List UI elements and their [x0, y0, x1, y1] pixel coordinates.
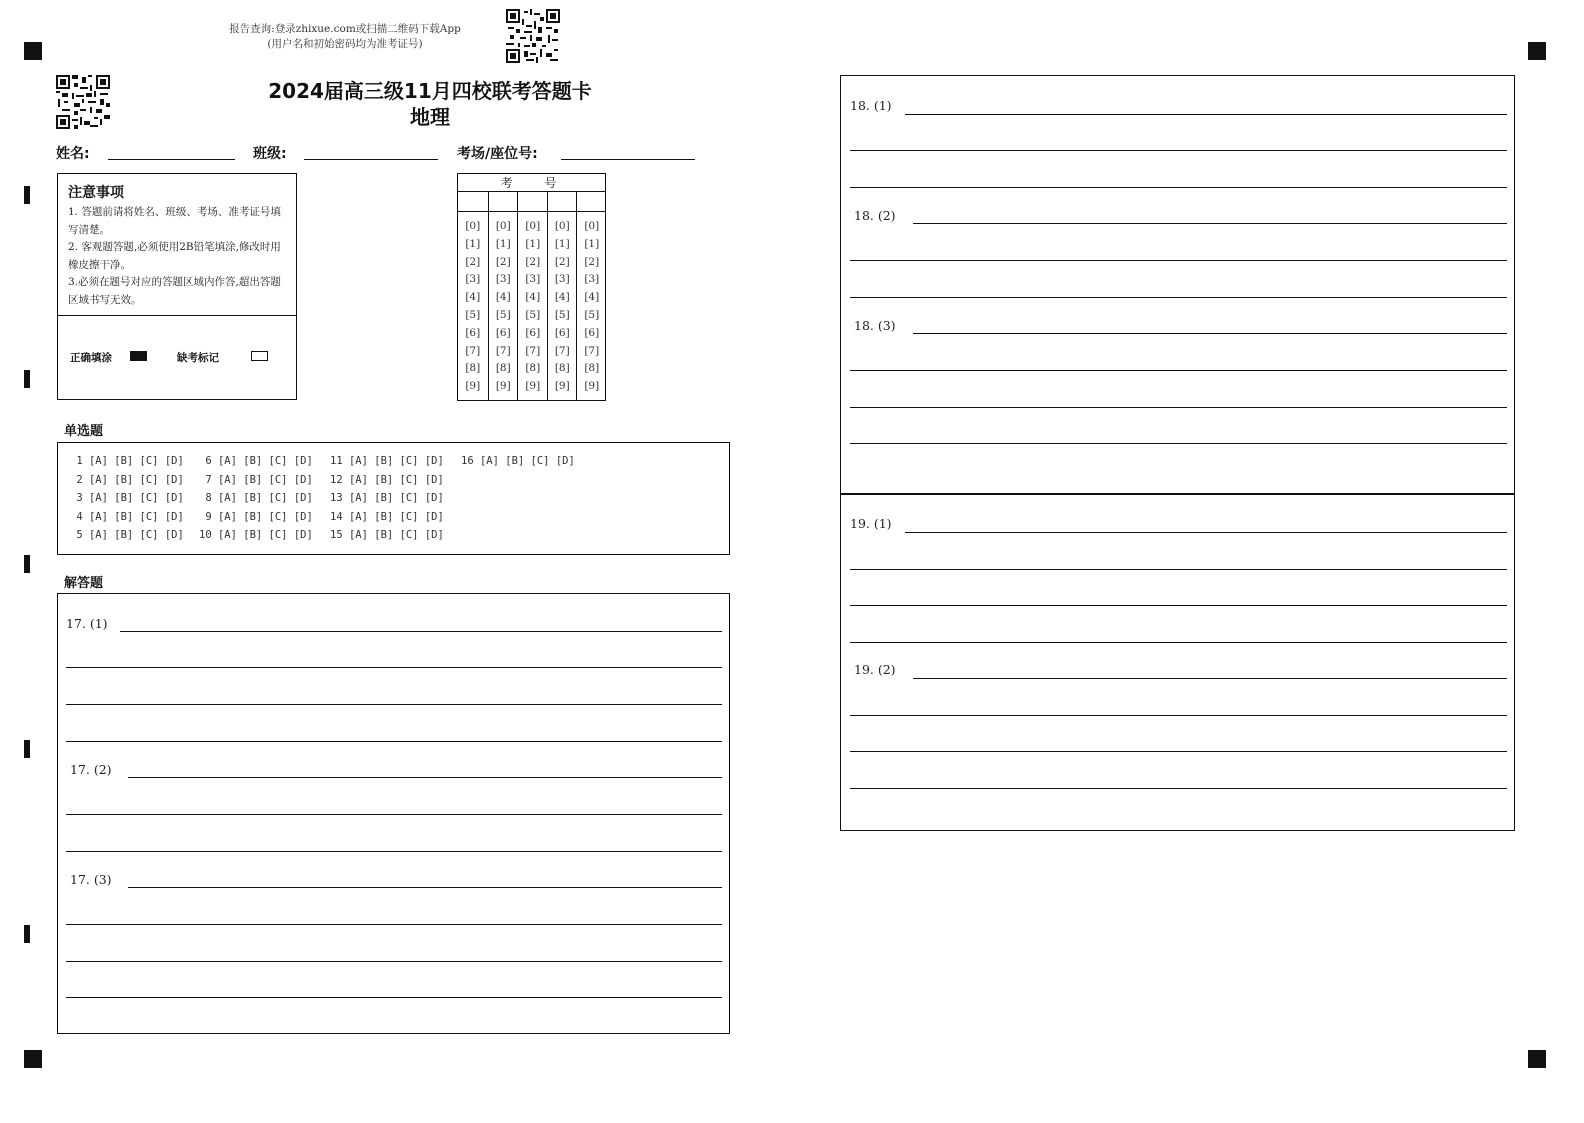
choice-question-5[interactable]: 5 [A] [B] [C] [D]: [70, 529, 184, 541]
notice-item: 2. 客观题答题,必须使用2B铅笔填涂,修改时用橡皮擦干净。: [68, 241, 281, 271]
exam-number-column: [547, 192, 578, 400]
exam-number-bubble[interactable]: [4]: [465, 291, 481, 304]
choice-question-9[interactable]: 9 [A] [B] [C] [D]: [199, 510, 313, 523]
choice-question-3[interactable]: 3 [A] [B] [C] [D]: [70, 492, 184, 504]
exam-number-bubble[interactable]: [0]: [525, 220, 541, 232]
registration-mark: [24, 1050, 42, 1068]
answer-line[interactable]: [66, 851, 722, 852]
exam-number-bubble[interactable]: [6]: [465, 326, 481, 339]
choice-question-16[interactable]: 16 [A] [B] [C] [D]: [461, 455, 575, 467]
exam-number-bubble[interactable]: [5]: [554, 309, 570, 321]
answer-line[interactable]: [850, 260, 1507, 261]
question-18-1-label: 18. (1): [850, 98, 892, 113]
choice-question-12[interactable]: 12 [A] [B] [C] [D]: [330, 473, 444, 486]
notice-item: 3.必须在题号对应的答题区域内作答,超出答题区域书写无效。: [68, 276, 281, 306]
room-seat-label: 考场/座位号:: [457, 146, 538, 162]
name-field[interactable]: [108, 159, 235, 160]
exam-number-bubble[interactable]: [8]: [584, 362, 600, 375]
choice-question-4[interactable]: 4 [A] [B] [C] [D]: [70, 510, 184, 523]
exam-number-bubble[interactable]: [7]: [525, 344, 541, 357]
exam-number-bubble[interactable]: [9]: [465, 380, 481, 393]
answer-line[interactable]: [850, 187, 1507, 188]
answer-line[interactable]: [128, 887, 722, 888]
timing-mark: [24, 925, 30, 943]
answer-line[interactable]: [913, 678, 1507, 679]
choice-question-11[interactable]: 11 [A] [B] [C] [D]: [330, 455, 444, 467]
exam-number-bubble[interactable]: [6]: [554, 326, 570, 339]
question-19-2-label: 19. (2): [854, 662, 896, 677]
question-17-1-label: 17. (1): [66, 616, 108, 631]
notice-item: 1. 答题前请将姓名、班级、考场、准考证号填写清楚。: [68, 206, 281, 236]
answer-line[interactable]: [66, 924, 722, 925]
exam-number-column: [488, 192, 519, 400]
exam-number-column: [576, 192, 607, 400]
notice-box: [57, 173, 297, 400]
exam-number-bubble[interactable]: [3]: [525, 273, 541, 286]
exam-number-bubble[interactable]: [2]: [495, 255, 511, 268]
timing-mark: [24, 740, 30, 758]
exam-number-bubble[interactable]: [1]: [554, 237, 570, 250]
class-label: 班级:: [253, 146, 287, 162]
exam-number-bubble[interactable]: [4]: [554, 291, 570, 304]
exam-number-bubble[interactable]: [1]: [584, 237, 600, 250]
answer-line[interactable]: [850, 150, 1507, 151]
exam-number-bubble[interactable]: [5]: [525, 309, 541, 321]
answer-box-17: [57, 593, 730, 1034]
answer-line[interactable]: [850, 297, 1507, 298]
subject-title: 地理: [410, 105, 450, 129]
question-18-3-label: 18. (3): [854, 318, 896, 333]
choice-question-15[interactable]: 15 [A] [B] [C] [D]: [330, 529, 444, 541]
exam-number-bubble[interactable]: [3]: [495, 273, 511, 286]
exam-number-bubble[interactable]: [6]: [495, 326, 511, 339]
exam-number-bubble[interactable]: [4]: [525, 291, 541, 304]
exam-number-bubble[interactable]: [9]: [554, 380, 570, 393]
question-17-3-label: 17. (3): [70, 872, 112, 887]
choice-question-2[interactable]: 2 [A] [B] [C] [D]: [70, 473, 184, 486]
question-17-2-label: 17. (2): [70, 762, 112, 777]
exam-number-bubble[interactable]: [0]: [465, 220, 481, 232]
class-field[interactable]: [304, 159, 438, 160]
exam-number-bubble[interactable]: [1]: [465, 237, 481, 250]
exam-number-bubble[interactable]: [5]: [584, 309, 600, 321]
name-label: 姓名:: [56, 146, 90, 162]
answer-line[interactable]: [850, 605, 1507, 606]
registration-mark: [24, 42, 42, 60]
absent-mark-checkbox[interactable]: [251, 351, 268, 361]
answer-box-19: [840, 493, 1515, 831]
question-19-1-label: 19. (1): [850, 516, 892, 531]
exam-number-bubble[interactable]: [7]: [554, 344, 570, 357]
exam-number-bubble[interactable]: [2]: [584, 255, 600, 268]
exam-number-bubble[interactable]: [2]: [465, 255, 481, 268]
answer-line[interactable]: [850, 715, 1507, 716]
answer-line[interactable]: [913, 333, 1507, 334]
exam-title: 2024届高三级11月四校联考答题卡: [268, 79, 592, 103]
report-query-line2: (用户名和初始密码均为准考证号): [267, 38, 423, 50]
report-query-note: [220, 22, 470, 52]
answers-label: 解答题: [64, 576, 104, 591]
exam-number-column: [458, 192, 488, 400]
exam-number-bubble[interactable]: [8]: [465, 362, 481, 375]
choice-question-13[interactable]: 13 [A] [B] [C] [D]: [330, 492, 444, 504]
correct-fill-label: 正确填涂: [70, 352, 112, 364]
answer-line[interactable]: [66, 741, 722, 742]
answer-line[interactable]: [120, 631, 722, 632]
exam-number-grid: [457, 173, 606, 401]
answer-line[interactable]: [850, 642, 1507, 643]
choice-question-1[interactable]: 1 [A] [B] [C] [D]: [70, 455, 184, 467]
exam-number-bubble[interactable]: [7]: [495, 344, 511, 357]
timing-mark: [24, 186, 30, 204]
timing-mark: [24, 555, 30, 573]
answer-line[interactable]: [905, 114, 1507, 115]
exam-number-bubble[interactable]: [8]: [525, 362, 541, 375]
exam-number-bubble[interactable]: [4]: [584, 291, 600, 304]
answer-line[interactable]: [850, 443, 1507, 444]
timing-mark: [24, 370, 30, 388]
answer-line[interactable]: [850, 788, 1507, 789]
exam-number-bubble[interactable]: [0]: [495, 220, 511, 232]
answer-line[interactable]: [66, 814, 722, 815]
exam-number-bubble[interactable]: [6]: [584, 326, 600, 339]
student-qr-code: [56, 75, 110, 129]
exam-number-column: [517, 192, 548, 400]
question-18-2-label: 18. (2): [854, 208, 896, 223]
exam-number-bubble[interactable]: [7]: [465, 344, 481, 357]
registration-mark: [1528, 1050, 1546, 1068]
exam-number-bubble[interactable]: [1]: [525, 237, 541, 250]
room-seat-field[interactable]: [561, 159, 695, 160]
answer-line[interactable]: [850, 751, 1507, 752]
choice-question-6[interactable]: 6 [A] [B] [C] [D]: [199, 455, 313, 467]
answer-line[interactable]: [66, 997, 722, 998]
exam-number-bubble[interactable]: [3]: [584, 273, 600, 286]
answer-line[interactable]: [66, 961, 722, 962]
notice-heading: 注意事项: [68, 185, 124, 201]
exam-number-bubble[interactable]: [0]: [584, 220, 600, 232]
correct-fill-sample: [130, 351, 147, 361]
answer-line[interactable]: [66, 667, 722, 668]
download-qr-code[interactable]: [506, 9, 560, 63]
notice-divider: [58, 315, 296, 316]
exam-number-bubble[interactable]: [1]: [495, 237, 511, 250]
choice-question-10[interactable]: 10 [A] [B] [C] [D]: [199, 529, 313, 541]
single-choice-box: [57, 442, 730, 555]
choice-question-8[interactable]: 8 [A] [B] [C] [D]: [199, 492, 313, 504]
exam-number-bubble[interactable]: [4]: [495, 291, 511, 304]
absent-mark-label: 缺考标记: [177, 352, 219, 364]
exam-number-bubble[interactable]: [6]: [525, 326, 541, 339]
registration-mark: [1528, 42, 1546, 60]
report-query-line1: 报告查询:登录zhixue.com或扫描二维码下载App: [229, 23, 461, 35]
exam-number-bubble[interactable]: [8]: [554, 362, 570, 375]
answer-line[interactable]: [850, 569, 1507, 570]
exam-number-bubble[interactable]: [3]: [554, 273, 570, 286]
exam-number-bubble[interactable]: [5]: [495, 309, 511, 321]
choice-question-14[interactable]: 14 [A] [B] [C] [D]: [330, 510, 444, 523]
single-choice-label: 单选题: [64, 424, 104, 439]
answer-box-18: [840, 75, 1515, 495]
answer-line[interactable]: [66, 704, 722, 705]
answer-line[interactable]: [850, 407, 1507, 408]
exam-number-bubble[interactable]: [5]: [465, 309, 481, 321]
answer-line[interactable]: [905, 532, 1507, 533]
exam-number-bubble[interactable]: [9]: [584, 380, 600, 393]
exam-number-bubble[interactable]: [0]: [554, 220, 570, 232]
choice-question-7[interactable]: 7 [A] [B] [C] [D]: [199, 473, 313, 486]
exam-number-bubble[interactable]: [7]: [584, 344, 600, 357]
exam-number-bubble[interactable]: [8]: [495, 362, 511, 375]
exam-number-bubble[interactable]: [9]: [495, 380, 511, 393]
exam-number-bubble[interactable]: [2]: [525, 255, 541, 268]
exam-number-bubble[interactable]: [2]: [554, 255, 570, 268]
exam-number-bubble[interactable]: [9]: [525, 380, 541, 393]
answer-line[interactable]: [850, 370, 1507, 371]
exam-number-title: 考 号: [458, 174, 605, 192]
exam-number-bubble[interactable]: [3]: [465, 273, 481, 286]
answer-line[interactable]: [913, 223, 1507, 224]
answer-line[interactable]: [128, 777, 722, 778]
